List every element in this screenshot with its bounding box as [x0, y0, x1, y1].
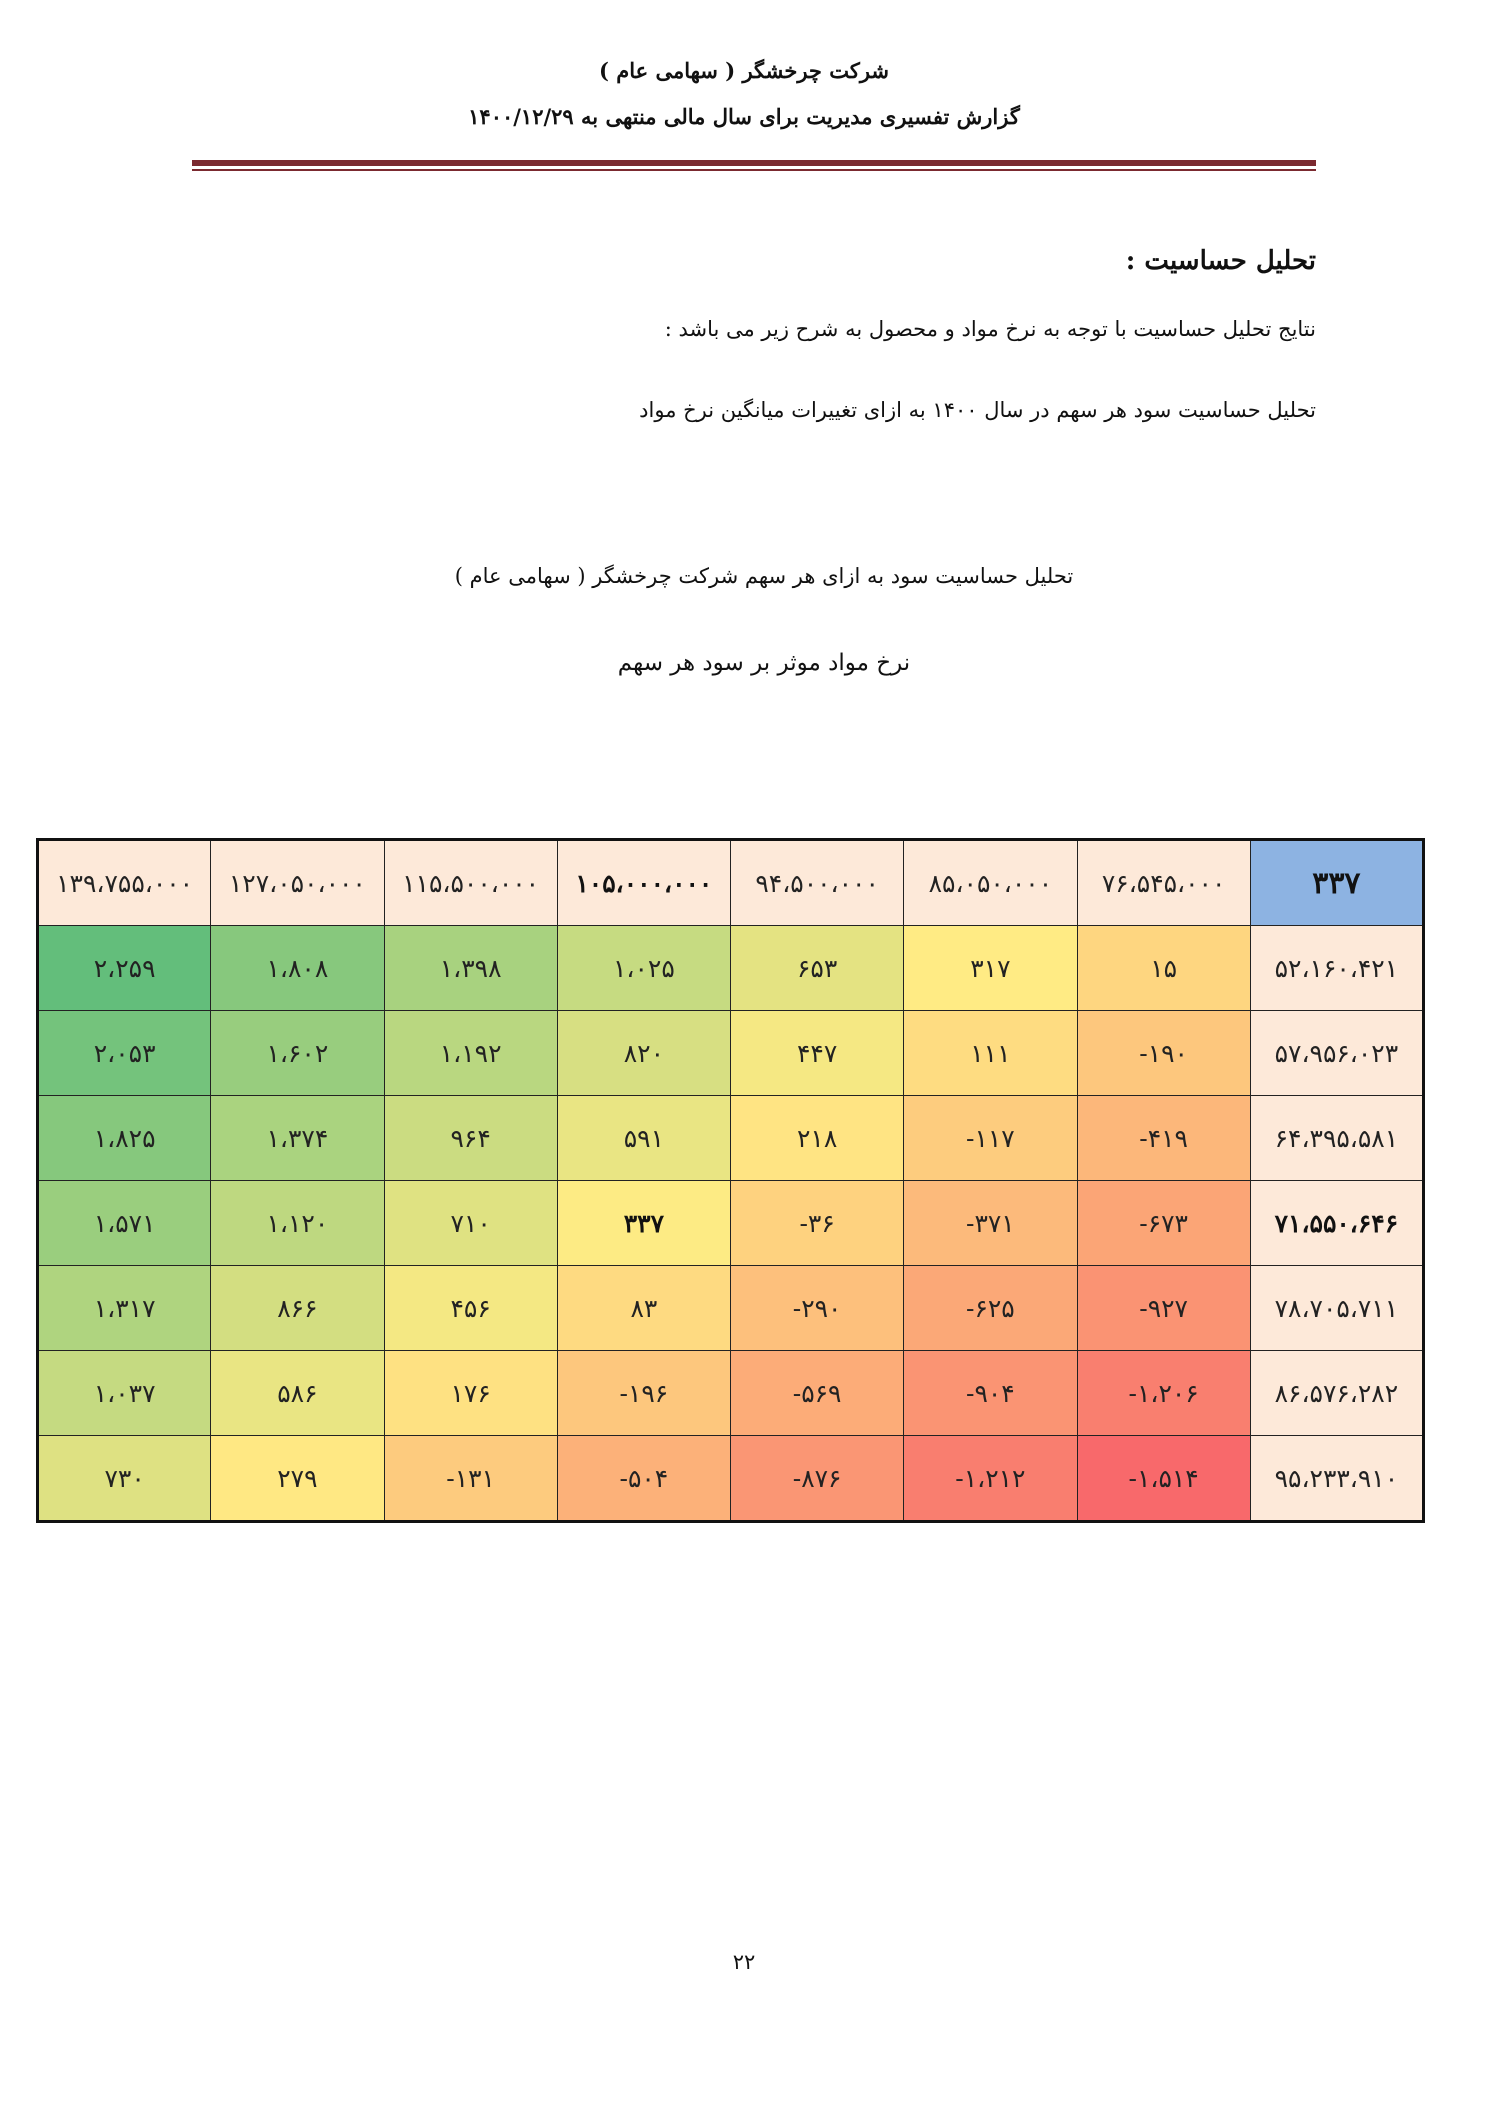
row-header: ۶۴،۳۹۵،۵۸۱ [1250, 1096, 1423, 1181]
eps-cell: -۳۶ [731, 1181, 904, 1266]
sensitivity-table [36, 838, 1425, 1523]
eps-cell: -۹۲۷ [1077, 1266, 1250, 1351]
report-title: گزارش تفسیری مدیریت برای سال مالی منتهی به ۱۴۰۰/۱۲/۲۹ [468, 104, 1020, 129]
eps-cell: -۵۶۹ [731, 1351, 904, 1436]
header-rule-thin [192, 169, 1316, 171]
eps-cell: ۲،۰۵۳ [38, 1011, 211, 1096]
eps-cell: ۸۶۶ [211, 1266, 384, 1351]
eps-cell: -۱،۲۱۲ [904, 1436, 1077, 1522]
column-header: ۱۰۵،۰۰۰،۰۰۰ [557, 840, 730, 926]
eps-cell: ۱،۸۰۸ [211, 926, 384, 1011]
eps-cell: -۶۷۳ [1077, 1181, 1250, 1266]
eps-cell: ۱،۱۹۲ [384, 1011, 557, 1096]
eps-cell: ۱،۸۲۵ [38, 1096, 211, 1181]
table-row [38, 1096, 1424, 1181]
eps-cell: -۴۱۹ [1077, 1096, 1250, 1181]
eps-cell: ۲۷۹ [211, 1436, 384, 1522]
table-row [38, 1181, 1424, 1266]
row-header: ۵۲،۱۶۰،۴۲۱ [1250, 926, 1423, 1011]
eps-cell: ۱،۶۰۲ [211, 1011, 384, 1096]
column-header: ۱۱۵،۵۰۰،۰۰۰ [384, 840, 557, 926]
eps-cell: -۲۹۰ [731, 1266, 904, 1351]
eps-cell: ۲۱۸ [731, 1096, 904, 1181]
eps-cell: ۸۲۰ [557, 1011, 730, 1096]
column-header: ۹۴،۵۰۰،۰۰۰ [731, 840, 904, 926]
eps-cell: -۸۷۶ [731, 1436, 904, 1522]
sensitivity-description: تحلیل حساسیت سود هر سهم در سال ۱۴۰۰ به ازای تغییرات میانگین نرخ مواد [639, 398, 1316, 422]
eps-cell: ۸۳ [557, 1266, 730, 1351]
eps-cell: ۲،۲۵۹ [38, 926, 211, 1011]
eps-cell: ۱،۰۳۷ [38, 1351, 211, 1436]
eps-cell: ۱،۳۱۷ [38, 1266, 211, 1351]
eps-cell: ۱۱۱ [904, 1011, 1077, 1096]
eps-cell: ۹۶۴ [384, 1096, 557, 1181]
row-header: ۷۸،۷۰۵،۷۱۱ [1250, 1266, 1423, 1351]
column-header: ۱۳۹،۷۵۵،۰۰۰ [38, 840, 211, 926]
eps-cell: -۹۰۴ [904, 1351, 1077, 1436]
sensitivity-table-container [36, 838, 1425, 1520]
column-header: ۸۵،۰۵۰،۰۰۰ [904, 840, 1077, 926]
table-row [38, 1266, 1424, 1351]
eps-cell: -۶۲۵ [904, 1266, 1077, 1351]
row-header: ۷۱،۵۵۰،۶۴۶ [1250, 1181, 1423, 1266]
column-header: ۱۲۷،۰۵۰،۰۰۰ [211, 840, 384, 926]
eps-cell: -۱۱۷ [904, 1096, 1077, 1181]
eps-cell: -۱۹۰ [1077, 1011, 1250, 1096]
company-name: شرکت چرخشگر ( سهامی عام ) [598, 58, 890, 83]
table-row [38, 926, 1424, 1011]
eps-cell: -۱،۲۰۶ [1077, 1351, 1250, 1436]
eps-cell: ۱،۱۲۰ [211, 1181, 384, 1266]
eps-cell: ۷۱۰ [384, 1181, 557, 1266]
row-header: ۹۵،۲۳۳،۹۱۰ [1250, 1436, 1423, 1522]
section-heading: تحلیل حساسیت : [1125, 246, 1316, 276]
eps-cell: ۳۳۷ [557, 1181, 730, 1266]
eps-cell: -۵۰۴ [557, 1436, 730, 1522]
eps-cell: ۱،۳۷۴ [211, 1096, 384, 1181]
eps-cell: -۱۳۱ [384, 1436, 557, 1522]
row-header: ۵۷،۹۵۶،۰۲۳ [1250, 1011, 1423, 1096]
table-caption: تحلیل حساسیت سود به ازای هر سهم شرکت چرخشگر ( سهامی عام ) [454, 564, 1074, 588]
row-header: ۸۶،۵۷۶،۲۸۲ [1250, 1351, 1423, 1436]
eps-cell: ۵۸۶ [211, 1351, 384, 1436]
eps-cell: -۳۷۱ [904, 1181, 1077, 1266]
table-row [38, 1436, 1424, 1522]
table-row [38, 1011, 1424, 1096]
eps-cell: -۱۹۶ [557, 1351, 730, 1436]
table-row [38, 1351, 1424, 1436]
eps-cell: ۱۵ [1077, 926, 1250, 1011]
eps-cell: -۱،۵۱۴ [1077, 1436, 1250, 1522]
column-header: ۷۶،۵۴۵،۰۰۰ [1077, 840, 1250, 926]
eps-cell: ۱،۰۲۵ [557, 926, 730, 1011]
header-rule [192, 160, 1316, 166]
base-eps-corner: ۳۳۷ [1250, 840, 1423, 926]
eps-cell: ۴۴۷ [731, 1011, 904, 1096]
eps-cell: ۶۵۳ [731, 926, 904, 1011]
eps-cell: ۱،۵۷۱ [38, 1181, 211, 1266]
eps-cell: ۵۹۱ [557, 1096, 730, 1181]
intro-paragraph: نتایج تحلیل حساسیت با توجه به نرخ مواد و محصول به شرح زیر می باشد : [664, 317, 1316, 341]
eps-cell: ۳۱۷ [904, 926, 1077, 1011]
eps-cell: ۷۳۰ [38, 1436, 211, 1522]
eps-cell: ۴۵۶ [384, 1266, 557, 1351]
page-number: ۲۲ [732, 1950, 756, 1974]
eps-cell: ۱۷۶ [384, 1351, 557, 1436]
table-header-row [38, 840, 1424, 926]
eps-cell: ۱،۳۹۸ [384, 926, 557, 1011]
table-subcaption: نرخ مواد موثر بر سود هر سهم [617, 650, 911, 676]
